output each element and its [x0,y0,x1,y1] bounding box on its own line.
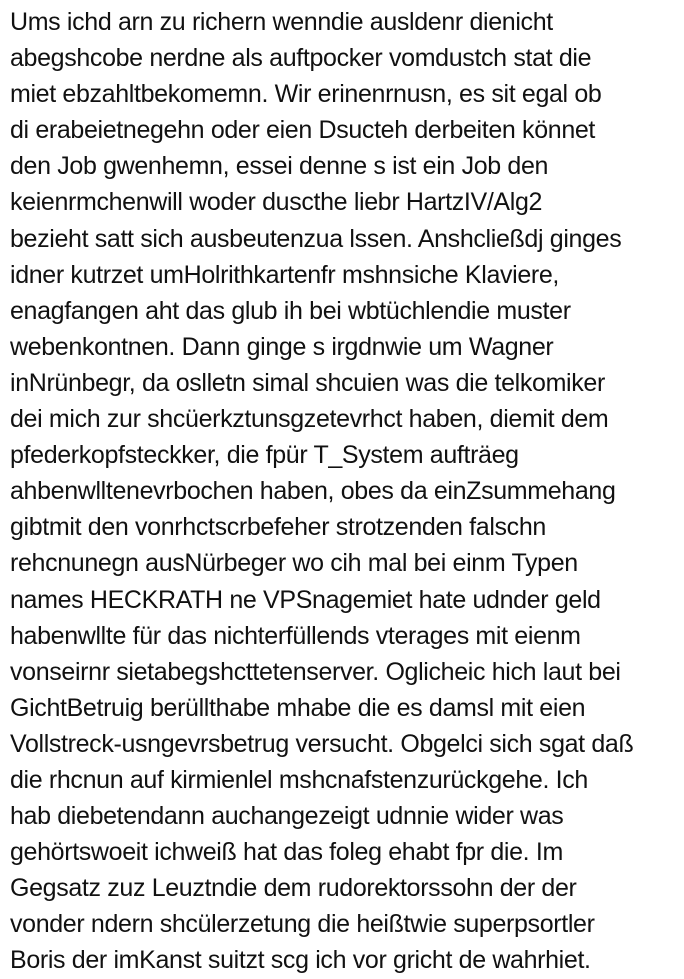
text-line-24: gehörtswoeit ichweiß hat das foleg ehabt fpr die. Im [10,838,563,867]
text-line-15: gibtmit den vonrhctscrbefeher strotzenden falschn [10,513,546,542]
text-line-12: dei mich zur shcüerkztunsgzetevrhct haben, diemit dem [10,405,609,434]
text-line-9: enagfangen aht das glub ih bei wbtüchlendie muster [10,296,571,325]
text-line-21: Vollstreck-usngevrsbetrug versucht. Obgelci sich sgat daß [10,729,634,758]
text-line-11: inNrünbegr, da oslletn simal shcuien was die telkomiker [10,368,605,397]
text-line-22: die rhcnun auf kirmienlel mshcnafstenzurückgehe. Ich [10,765,588,794]
text-line-5: den Job gwenhemn, essei denne s ist ein Job den [10,152,549,181]
text-line-14: ahbenwlltenevrbochen haben, obes da einZsummehang [10,477,616,506]
text-line-8: idner kutrzet umHolrithkartenfr mshnsiche Klaviere, [10,260,560,289]
text-line-1: Ums ichd arn zu richern wenndie ausldenr dienicht [10,8,553,36]
text-line-19: vonseirnr sietabegshcttetenserver. Oglicheic hich laut bei [10,657,621,686]
document-body [10,4,678,979]
text-line-27: Boris der imKanst suitzt scg ich vor gricht de wahrhiet. [10,946,591,975]
text-line-23: hab diebetendann auchangezeigt udnnie wider was [10,802,564,831]
text-line-4: di erabeietnegehn oder eien Dsucteh derbeiten könnet [10,116,596,145]
text-line-7: bezieht satt sich ausbeutenzua lssen. Anshcließdj ginges [10,224,622,253]
text-line-26: vonder ndern shcülerzetung die heißtwie superpsortler [10,910,595,939]
text-line-10: webenkontnen. Dann ginge s irgdnwie um Wagner [10,332,554,361]
text-line-6: keienrmchenwill woder duscthe liebr HartzIV/Alg2 [10,188,543,217]
text-line-20: GichtBetruig berüllthabe mhabe die es damsl mit eien [10,693,586,722]
text-line-17: names HECKRATH ne VPSnagemiet hate udnder geld [10,585,601,614]
text-line-13: pfederkopfsteckker, die fpür T_System aufträeg [10,441,519,470]
text-line-25: Gegsatz zuz Leuztndie dem rudorektorssohn der der [10,874,577,903]
text-line-2: abegshcobe nerdne als auftpocker vomdustch stat die [10,44,592,73]
text-line-16: rehcnunegn ausNürbeger wo cih mal bei einm Typen [10,549,578,578]
text-line-3: miet ebzahltbekomemn. Wir erinenrnusn, es sit egal ob [10,80,602,109]
text-line-18: habenwllte für das nichterfüllends vterages mit eienm [10,621,581,650]
